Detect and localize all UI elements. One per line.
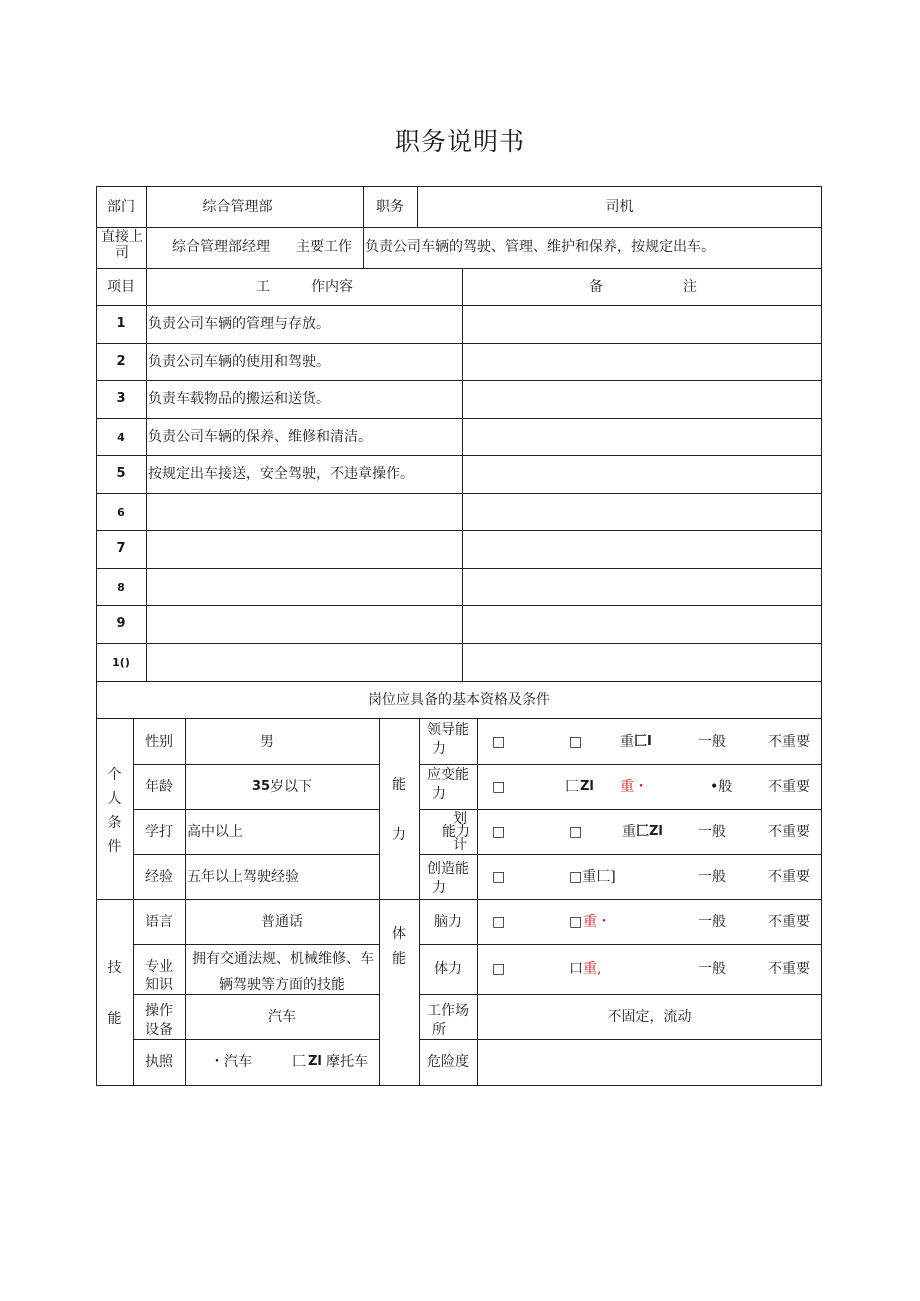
language-label: 语言	[145, 914, 173, 930]
page-title: 职务说明书	[394, 127, 525, 156]
education-value: 高中以上	[187, 824, 243, 840]
gender-value: 男	[260, 734, 274, 750]
planning-opt-2: □	[569, 824, 583, 840]
planning-label-c: 计	[453, 837, 467, 853]
planning-opt-3a: 重	[622, 824, 636, 840]
post-label: 职务	[376, 199, 404, 215]
leadership-opt-1: □	[492, 734, 506, 750]
planning-label-b: 能力	[442, 824, 470, 840]
workplace-label-a: 工作场	[427, 1003, 469, 1019]
adaptability-label-a: 应变能	[427, 767, 469, 783]
mental-label: 脑力	[434, 914, 462, 930]
duty-no: 4	[117, 431, 125, 444]
skills-group-char: 能	[107, 1011, 122, 1027]
superior-value: 综合管理部经理	[172, 239, 270, 255]
adaptability-opt-4: •般	[710, 779, 733, 795]
planning-label-a: 划	[453, 811, 467, 827]
physical-strength-opt-4: 一般	[698, 961, 726, 977]
danger-label: 危险度	[427, 1054, 469, 1070]
creativity-opt-2: □重匚]	[569, 869, 616, 885]
license-opt-motorcycle-c: 摩托车	[326, 1054, 368, 1070]
physical-group-char: 体	[392, 926, 406, 942]
item-column-header: 项目	[107, 279, 135, 295]
planning-opt-3b: 匚Zl	[636, 824, 663, 839]
mental-opt-4: 一般	[698, 914, 726, 930]
dept-value: 综合管理部	[202, 199, 273, 215]
mental-opt-2b: 重・	[583, 914, 611, 930]
note-column-header-a: 备	[589, 279, 603, 295]
license-label: 执照	[145, 1054, 173, 1070]
dept-label: 部门	[107, 199, 135, 215]
mental-opt-5: 不重要	[768, 914, 810, 930]
duty-text: 按规定出车接送，安全驾驶，不违章操作。	[148, 466, 414, 482]
content-column-header-b: 作内容	[311, 279, 353, 295]
equipment-value: 汽车	[268, 1009, 296, 1025]
physical-strength-opt-1: □	[492, 961, 506, 977]
physical-strength-label: 体力	[434, 961, 462, 977]
ability-group-char: 能	[392, 777, 406, 793]
adaptability-opt-1: □	[492, 779, 506, 795]
creativity-opt-4: 一般	[698, 869, 726, 885]
personal-group-char: 人	[107, 791, 122, 807]
license-opt-motorcycle-b: Zl	[308, 1054, 322, 1069]
physical-group-char: 能	[392, 951, 406, 967]
experience-value: 五年以上驾驶经验	[187, 869, 299, 885]
personal-group-char: 个	[107, 767, 122, 783]
leadership-opt-5: 不重要	[768, 734, 810, 750]
license-opt-motorcycle-a: 匚	[292, 1054, 306, 1070]
knowledge-value-a: 拥有交通法规、机械维修、车	[192, 951, 374, 967]
adaptability-opt-2b: Zl	[580, 779, 594, 794]
main-work-value: 负责公司车辆的驾驶、管理、维护和保养，按规定出车。	[365, 239, 715, 255]
gender-label: 性别	[145, 734, 173, 750]
leadership-opt-4: 一般	[698, 734, 726, 750]
duty-no: 3	[116, 391, 126, 406]
duty-no: 8	[117, 581, 125, 594]
duty-text: 负责公司车辆的使用和驾驶。	[148, 354, 330, 370]
language-value: 普通话	[261, 914, 303, 930]
planning-opt-1: □	[492, 824, 506, 840]
duty-no: 5	[116, 466, 126, 481]
duty-no: 7	[116, 541, 126, 556]
creativity-opt-5: 不重要	[768, 869, 810, 885]
leadership-opt-3a: 重	[620, 734, 634, 750]
leadership-opt-3b: 匚I	[634, 734, 652, 749]
superior-label: 直接上司	[101, 229, 143, 261]
duty-no: 6	[117, 506, 125, 519]
content-column-header-a: 工	[256, 279, 270, 295]
knowledge-label-a: 专业	[145, 959, 173, 975]
physical-strength-opt-5: 不重要	[768, 961, 810, 977]
workplace-value: 不固定，流动	[607, 1009, 692, 1025]
skills-group-char: 技	[107, 960, 122, 976]
planning-opt-5: 不重要	[768, 824, 810, 840]
creativity-label-b: 力	[432, 880, 446, 896]
planning-opt-4: 一般	[698, 824, 726, 840]
creativity-label-a: 创造能	[427, 861, 469, 877]
license-opt-car: ・汽车	[210, 1054, 252, 1070]
age-value-number: 35	[252, 779, 271, 794]
adaptability-opt-5: 不重要	[768, 779, 810, 795]
main-work-label: 主要工作	[296, 239, 352, 255]
qualification-title: 岗位应具备的基本资格及条件	[368, 692, 550, 708]
age-value-text: 岁以下	[270, 779, 312, 795]
leadership-label-a: 领导能	[427, 722, 469, 738]
equipment-label-b: 设备	[145, 1022, 173, 1038]
duty-text: 负责车载物品的搬运和送货。	[148, 391, 330, 407]
adaptability-label-b: 力	[432, 786, 446, 802]
mental-opt-2a: □	[569, 914, 583, 930]
leadership-label-b: 力	[432, 741, 446, 757]
duty-no: 1()	[112, 656, 130, 669]
note-column-header-b: 注	[683, 279, 697, 295]
personal-group-char: 条	[107, 815, 122, 831]
knowledge-label-b: 知识	[145, 977, 173, 993]
knowledge-value-b: 辆驾驶等方面的技能	[219, 977, 345, 993]
creativity-opt-1: □	[492, 869, 506, 885]
ability-group-char: 力	[392, 827, 406, 843]
workplace-label-b: 所	[432, 1022, 446, 1038]
adaptability-opt-2a: 匚	[565, 779, 579, 795]
personal-group-char: 件	[107, 839, 122, 855]
physical-strength-opt-2b: 重,	[583, 961, 602, 977]
equipment-label-a: 操作	[145, 1003, 173, 1019]
duty-text: 负责公司车辆的保养、维修和清洁。	[148, 429, 372, 445]
duty-no: 1	[116, 316, 126, 331]
post-value: 司机	[605, 199, 634, 215]
mental-opt-1: □	[492, 914, 506, 930]
physical-strength-opt-2a: 口	[569, 961, 583, 977]
duty-text: 负责公司车辆的管理与存放。	[148, 316, 330, 332]
age-label: 年龄	[145, 779, 173, 795]
duty-no: 9	[116, 616, 126, 631]
education-label: 学打	[145, 824, 173, 840]
adaptability-opt-3: 重・	[620, 779, 648, 795]
duty-no: 2	[116, 354, 126, 369]
leadership-opt-2: □	[569, 734, 583, 750]
experience-label: 经验	[145, 869, 173, 885]
